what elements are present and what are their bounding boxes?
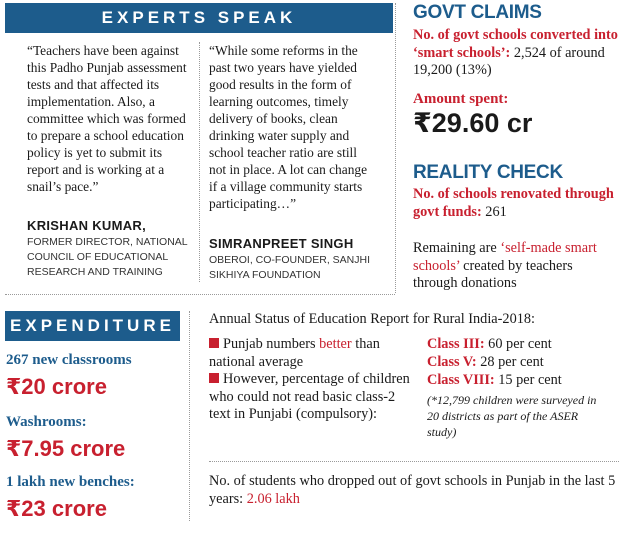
aser-class-5	[427, 354, 544, 372]
amount-spent-value: ₹29.60 cr	[413, 108, 533, 138]
reality-check-remaining	[413, 240, 618, 293]
expenditure-item-classrooms-label: 267 new classrooms	[6, 352, 132, 368]
expenditure-item-benches-label: 1 lakh new benches:	[6, 474, 135, 490]
class-8-label: Class VIII:	[427, 372, 495, 388]
smart-schools-label: No. of govt schools converted into ‘smart schools’:	[413, 27, 618, 61]
experts-bottom-border	[5, 294, 395, 295]
bullet-square-icon	[209, 338, 219, 348]
expert-1-role: FORMER DIRECTOR, NATIONAL COUNCIL OF EDUCATIONAL RESEARCH AND TRAINING	[27, 236, 188, 278]
aser-point-1	[209, 336, 414, 371]
class-3-value: 60 per cent	[484, 336, 552, 352]
reality-check-heading: REALITY CHECK	[413, 162, 563, 183]
expert-2-role: OBEROI, CO-FOUNDER, SANJHI SIKHIYA FOUNDATION	[209, 254, 371, 281]
reality-check-renovated	[413, 186, 618, 221]
aser-bottom-border	[209, 461, 619, 462]
expert-quote-2: “While some reforms in the past two years have yielded good results in the form of learning outcomes, timely delivery of books, clean drinking water supply and school teacher ratio are still not in place. A lot can change if a village community starts participating…”	[209, 43, 368, 211]
renovated-value: 261	[481, 203, 507, 220]
aser-title: Annual Status of Education Report for Rural India-2018:	[209, 311, 535, 327]
class-8-value: 15 per cent	[494, 372, 562, 388]
expenditure-item-washrooms-amount: ₹7.95 crore	[6, 436, 126, 461]
class-5-label: Class V:	[427, 354, 477, 370]
aser-point1-after: than national average	[209, 336, 380, 370]
dropout-stat	[209, 473, 619, 508]
aser-class-8	[427, 372, 562, 390]
remaining-highlight: ‘self-made smart schools’	[413, 240, 597, 274]
dropout-value: 2.06 lakh	[243, 490, 300, 507]
expenditure-item-washrooms-label: Washrooms:	[6, 414, 87, 430]
experts-speak-banner	[5, 3, 393, 33]
remaining-text-before: Remaining are	[413, 240, 501, 256]
aser-class-3	[427, 336, 552, 354]
remaining-text-after: created by teachers through donations	[413, 257, 573, 291]
dropout-text: No. of students who dropped out of govt schools in Punjab in the last 5 years:	[209, 473, 616, 507]
class-3-label: Class III:	[427, 336, 485, 352]
govt-claims-heading: GOVT CLAIMS	[413, 2, 542, 23]
renovated-label: No. of schools renovated through govt funds:	[413, 186, 614, 220]
class-5-value: 28 per cent	[476, 354, 544, 370]
aser-point-2	[209, 371, 414, 424]
expert-quote-1: “Teachers have been against this Padho Punjab assessment tests and that affected its implementation. Also, a committee which was formed to prepare a school education policy is yet to submit its report and is working at a snail’s pace.”	[27, 43, 187, 194]
expenditure-item-benches-amount: ₹23 crore	[6, 496, 107, 521]
expert-1-name: KRISHAN KUMAR,	[27, 218, 147, 233]
smart-schools-value: 2,524 of around 19,200 (13%)	[413, 44, 605, 78]
bullet-square-icon	[209, 373, 219, 383]
experts-right-border	[395, 3, 396, 293]
experts-divider	[199, 42, 200, 282]
amount-spent-label: Amount spent:	[413, 91, 509, 107]
aser-point1-highlight: better	[319, 336, 352, 352]
aser-point2-text: However, percentage of children who could not read basic class-2 text in Punjabi (compulsory):	[209, 371, 410, 422]
expenditure-item-classrooms-amount: ₹20 crore	[6, 374, 107, 399]
expenditure-divider	[189, 311, 190, 521]
aser-point1-before: Punjab numbers	[223, 336, 320, 352]
aser-footnote: (*12,799 children were surveyed in 20 districts as part of the ASER study)	[427, 393, 597, 439]
expenditure-banner	[5, 311, 180, 341]
expert-2-name: SIMRANPREET SINGH	[209, 236, 354, 251]
expenditure-heading: EXPENDITURE	[10, 316, 175, 335]
experts-speak-heading: EXPERTS SPEAK	[101, 8, 297, 27]
govt-claims-smart-schools	[413, 27, 618, 80]
